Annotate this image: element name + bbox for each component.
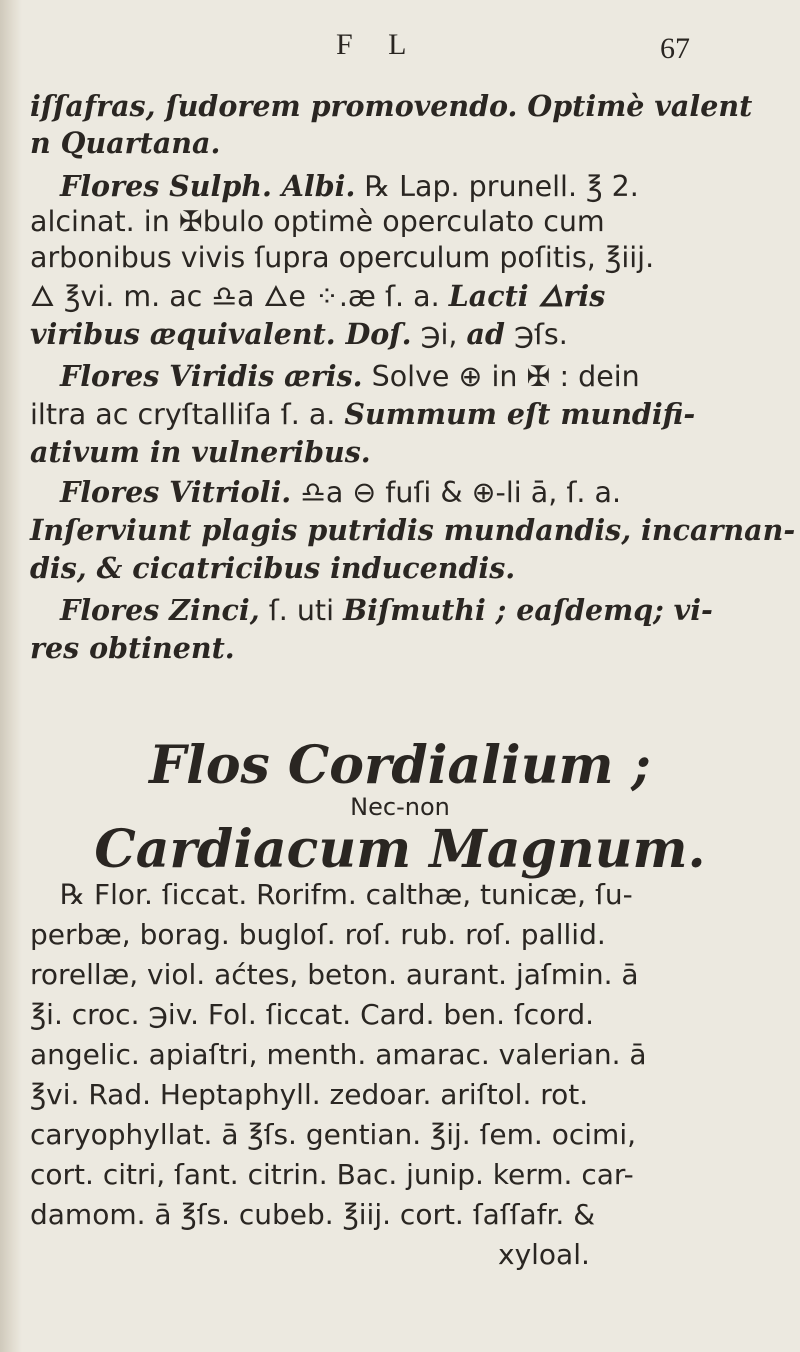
text-line xyxy=(30,628,235,669)
text-run: n Quartana. xyxy=(30,126,221,160)
section-heading-flos-cordialium: Flos Cordialium ; xyxy=(149,735,651,796)
text-line xyxy=(30,238,654,278)
text-line: ℞ Flor. ſiccat. Rorifm. calthæ, tunicæ, ſu- xyxy=(60,878,633,911)
text-run: ativum in vulneribus. xyxy=(30,435,371,469)
text-run: iſſafras, ſudorem promovendo. Optimè valent xyxy=(30,89,753,123)
text-run: ℞ Lap. prunell. ℥ 2. xyxy=(355,170,639,203)
text-run: viribus æquivalent. Doſ. xyxy=(30,317,412,351)
text-line xyxy=(30,276,605,317)
text-run: ſ. uti xyxy=(259,594,344,627)
text-run: Flores Vitrioli. xyxy=(60,475,292,509)
text-line: cort. citri, ſant. citrin. Bac. junip. kerm. car- xyxy=(30,1158,634,1191)
text-line xyxy=(30,432,371,473)
header-letters: F L xyxy=(336,28,421,61)
text-run: ad xyxy=(466,317,505,351)
text-line: ℥i. croc. ℈iv. Fol. ſiccat. Card. ben. ſcord. xyxy=(30,998,595,1031)
text-run: Inſerviunt plagis putridis mundandis, incarnan- xyxy=(30,513,796,547)
text-line xyxy=(30,510,795,551)
text-run: Lacti 🜂ris xyxy=(448,279,606,313)
text-line xyxy=(60,472,621,513)
section-subheading-nec-non: Nec-non xyxy=(350,793,450,821)
text-line xyxy=(30,202,605,242)
text-run: Summum eſt mundifi- xyxy=(344,397,696,431)
text-run: Flores Viridis æris. xyxy=(60,359,363,393)
text-line xyxy=(60,590,713,631)
text-run: dis, & cicatricibus inducendis. xyxy=(30,551,516,585)
text-line: rorellæ, viol. aćtes, beton. aurant. jaſmin. ā xyxy=(30,958,639,991)
text-line xyxy=(30,86,752,127)
text-run: ♎a ⊖ fuſi & ⊕-li ā, ſ. a. xyxy=(291,476,622,509)
text-line xyxy=(30,314,568,355)
text-line xyxy=(30,123,220,164)
text-line: caryophyllat. ā ℥ſs. gentian. ℥ij. ſem. ocimi, xyxy=(30,1118,636,1151)
text-run: res obtinent. xyxy=(30,631,235,665)
text-line xyxy=(30,394,695,435)
text-run: Biſmuthi ; eaſdemq; vi- xyxy=(343,593,713,627)
text-line: perbæ, borag. bugloſ. roſ. rub. roſ. pallid. xyxy=(30,918,606,951)
section-heading-cardiacum-magnum: Cardiacum Magnum. xyxy=(94,819,706,880)
text-line xyxy=(60,166,639,207)
text-run: ℈i, xyxy=(411,318,467,351)
text-run: Flores Zinci, xyxy=(60,593,260,627)
running-header xyxy=(0,28,800,68)
page-number: 67 xyxy=(660,32,690,65)
text-line: xyloal. xyxy=(498,1238,590,1271)
text-line xyxy=(60,356,640,397)
text-run: ℈ſs. xyxy=(504,318,568,351)
text-line: angelic. apiaſtri, menth. amarac. valerian. ā xyxy=(30,1038,647,1071)
text-run: arbonibus vivis ſupra operculum poſitis, ℥iij. xyxy=(30,241,655,274)
text-run: Flores Sulph. Albi. xyxy=(60,169,356,203)
text-run: iltra ac cryſtalliſa ſ. a. xyxy=(30,398,345,431)
text-run: 🜂 ℥vi. m. ac ♎a 🜂e ⁘.æ ſ. a. xyxy=(30,280,449,313)
text-line: ℥vi. Rad. Heptaphyll. zedoar. ariſtol. rot. xyxy=(30,1078,589,1111)
text-run: alcinat. in ✠bulo optimè operculato cum xyxy=(30,205,605,238)
text-line: damom. ā ℥ſs. cubeb. ℥iij. cort. ſaſſafr. & xyxy=(30,1198,596,1231)
text-run: Solve ⊕ in ✠ : dein xyxy=(362,360,640,393)
text-line xyxy=(30,548,515,589)
